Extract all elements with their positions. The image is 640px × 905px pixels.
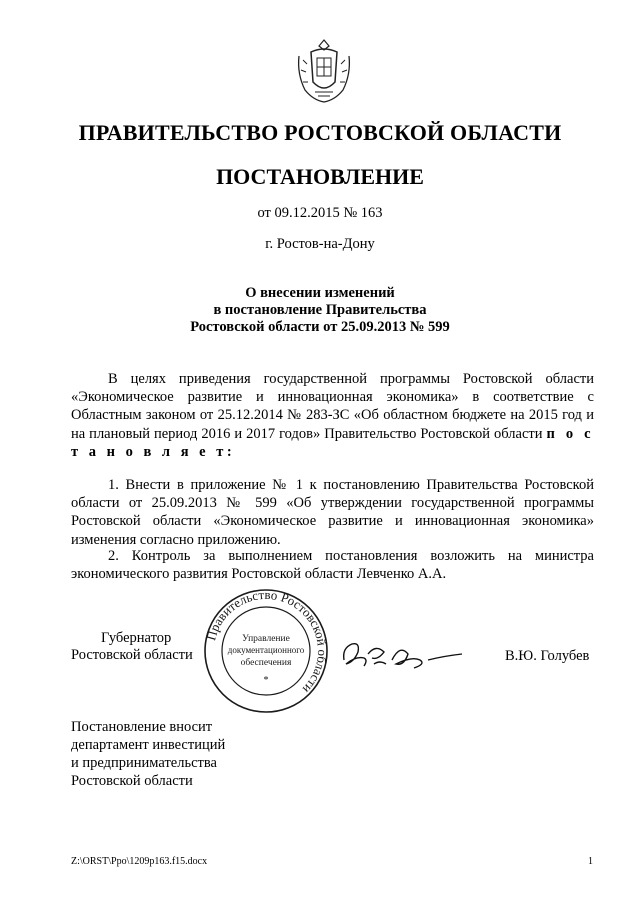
organization-title: ПРАВИТЕЛЬСТВО РОСТОВСКОЙ ОБЛАСТИ xyxy=(78,120,562,145)
subject-line: О внесении изменений xyxy=(245,285,395,301)
signatory-title-line: Ростовской области xyxy=(71,647,193,663)
preamble-text: В целях приведения государственной программы Ростовской области «Экономическое развитие и инновационная экономика» в соответствие с Областным законом от 25.12.2014 № 283-ЗС «Об областном бюджете на 2015 год и на плановый период 2016 и 2017 годов» Правительство Ростовской области xyxy=(71,371,594,442)
official-seal xyxy=(202,587,330,715)
resolves-word: п о с т а н о в л я е т: xyxy=(71,425,595,460)
submitter-note-line: Постановление вносит xyxy=(71,719,213,735)
document-date-number: от 09.12.2015 № 163 xyxy=(257,205,383,221)
seal-inner-line: обеспечения xyxy=(240,658,292,668)
document-city: г. Ростов-на-Дону xyxy=(265,236,375,252)
footer-page-number: 1 xyxy=(588,856,593,867)
preamble-paragraph xyxy=(71,370,594,461)
seal-inner-line: документационного xyxy=(227,645,305,655)
seal-outer-text: Правительство Ростовской области xyxy=(203,587,330,697)
document-subject xyxy=(0,285,640,336)
seal-star-icon: * xyxy=(263,675,269,686)
subject-line: Ростовской области от 25.09.2013 № 599 xyxy=(190,319,450,335)
submitter-note xyxy=(71,718,225,790)
signatory-title xyxy=(71,630,193,664)
seal-inner-line: Управление xyxy=(242,634,290,644)
submitter-note-line: Ростовской области xyxy=(71,773,193,789)
signatory-name: В.Ю. Голубев xyxy=(505,648,590,664)
document-type: ПОСТАНОВЛЕНИЕ xyxy=(216,164,424,189)
subject-line: в постановление Правительства xyxy=(213,302,427,318)
submitter-note-line: департамент инвестиций xyxy=(71,737,226,753)
handwritten-signature xyxy=(334,630,474,680)
item-2-paragraph: 2. Контроль за выполнением постановления возложить на министра экономического развития Ростовской области Левченко А.А. xyxy=(71,548,594,583)
item-1-paragraph: 1. Внести в приложение № 1 к постановлению Правительства Ростовской области от 25.09.2013 № 599 «Об утверждении государственной программы Ростовской области «Экономическое развитие и инновационная экономика» изменения согласно приложению. xyxy=(71,477,594,548)
footer-file-path: Z:\ORST\Ppo\1209p163.f15.docx xyxy=(71,856,208,867)
signatory-title-line: Губернатор xyxy=(101,630,172,646)
coat-of-arms-icon xyxy=(293,38,355,104)
submitter-note-line: и предпринимательства xyxy=(71,755,217,771)
